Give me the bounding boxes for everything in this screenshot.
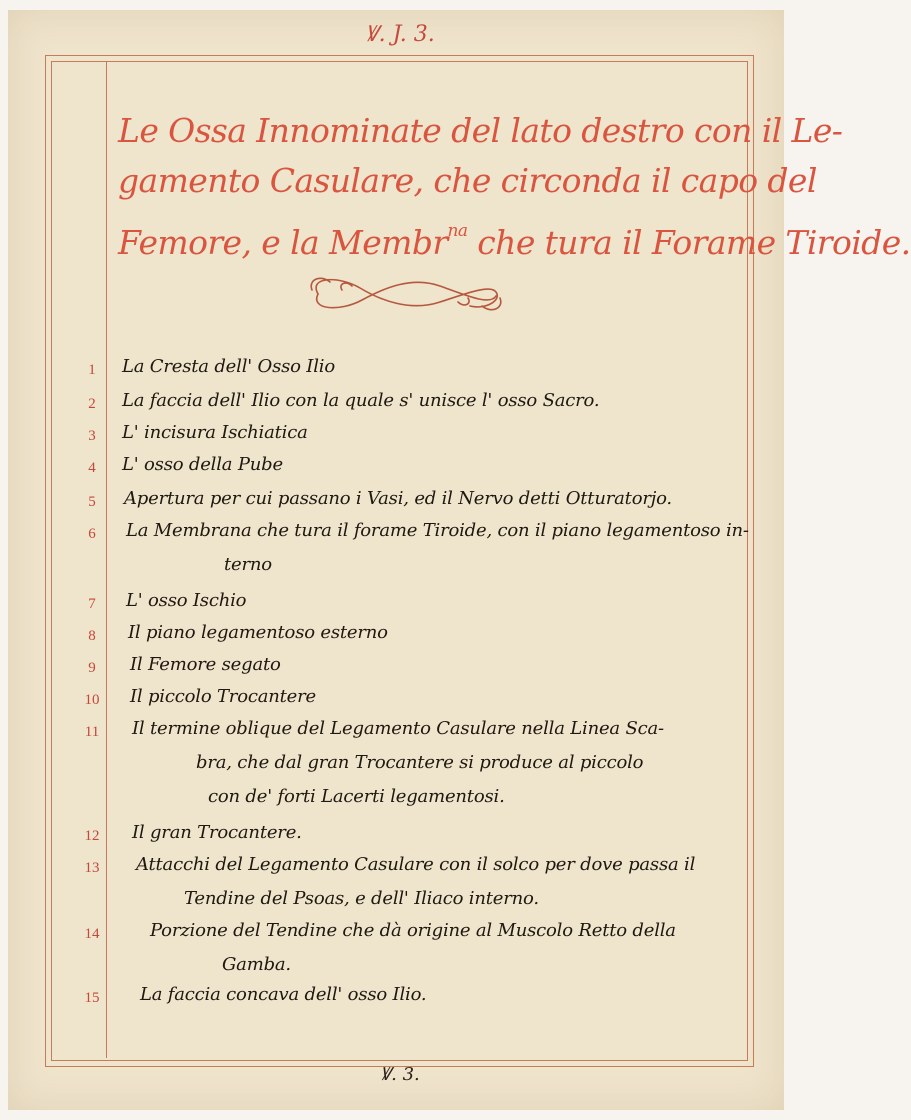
- margin-rule: [106, 62, 107, 1058]
- item-text-continuation: Gamba.: [222, 954, 291, 975]
- item-text: L' osso della Pube: [122, 454, 283, 475]
- title-line-3-b: che tura il Forame Tiroide.: [467, 223, 911, 262]
- plate-number-bottom: Ꝟ. 3.: [380, 1064, 420, 1085]
- item-number: 7: [88, 596, 96, 612]
- title-line-2: gamento Casulare, che circonda il capo del: [118, 161, 817, 200]
- item-text: La faccia concava dell' osso Ilio.: [140, 984, 427, 1005]
- item-text: La faccia dell' Ilio con la quale s' unisce l' osso Sacro.: [122, 390, 600, 411]
- plate-number-top: Ꝟ. J. 3.: [365, 22, 435, 47]
- item-text-continuation: con de' forti Lacerti legamentosi.: [208, 786, 505, 807]
- item-text: Attacchi del Legamento Casulare con il solco per dove passa il: [136, 854, 696, 875]
- item-number: 9: [88, 660, 96, 676]
- item-number: 12: [84, 828, 100, 844]
- title-line-3: [118, 206, 911, 268]
- item-number: 15: [84, 990, 100, 1006]
- title-line-3-a: Femore, e la Membr: [118, 223, 448, 262]
- item-text-continuation: Tendine del Psoas, e dell' Iliaco interno.: [184, 888, 539, 909]
- item-text: Il piano legamentoso esterno: [128, 622, 388, 643]
- page-title: [118, 106, 911, 268]
- item-number: 3: [88, 428, 96, 444]
- title-line-1: Le Ossa Innominate del lato destro con il Le-: [118, 111, 843, 150]
- item-text: Apertura per cui passano i Vasi, ed il Nervo detti Otturatorjo.: [124, 488, 672, 509]
- item-number: 11: [84, 724, 100, 740]
- item-text: La Membrana che tura il forame Tiroide, con il piano legamentoso in-: [126, 520, 749, 541]
- item-text: L' osso Ischio: [126, 590, 247, 611]
- item-number: 13: [84, 860, 100, 876]
- item-text: Il Femore segato: [130, 654, 281, 675]
- item-text: Porzione del Tendine che dà origine al Muscolo Retto della: [150, 920, 676, 941]
- item-text: Il gran Trocantere.: [132, 822, 302, 843]
- item-text-continuation: terno: [224, 554, 272, 575]
- calligraphic-flourish: [300, 266, 510, 322]
- item-number: 1: [88, 362, 96, 378]
- item-number: 10: [84, 692, 100, 708]
- item-number: 14: [84, 926, 100, 942]
- item-number: 6: [88, 526, 96, 542]
- item-number: 2: [88, 396, 96, 412]
- item-text: La Cresta dell' Osso Ilio: [122, 356, 335, 377]
- item-number: 4: [88, 460, 96, 476]
- item-text-continuation: bra, che dal gran Trocantere si produce al piccolo: [196, 752, 644, 773]
- title-superscript: na: [447, 221, 468, 241]
- item-text: L' incisura Ischiatica: [122, 422, 308, 443]
- item-number: 5: [88, 494, 96, 510]
- item-text: Il piccolo Trocantere: [130, 686, 316, 707]
- item-text: Il termine oblique del Legamento Casulare nella Linea Sca-: [132, 718, 664, 739]
- item-number: 8: [88, 628, 96, 644]
